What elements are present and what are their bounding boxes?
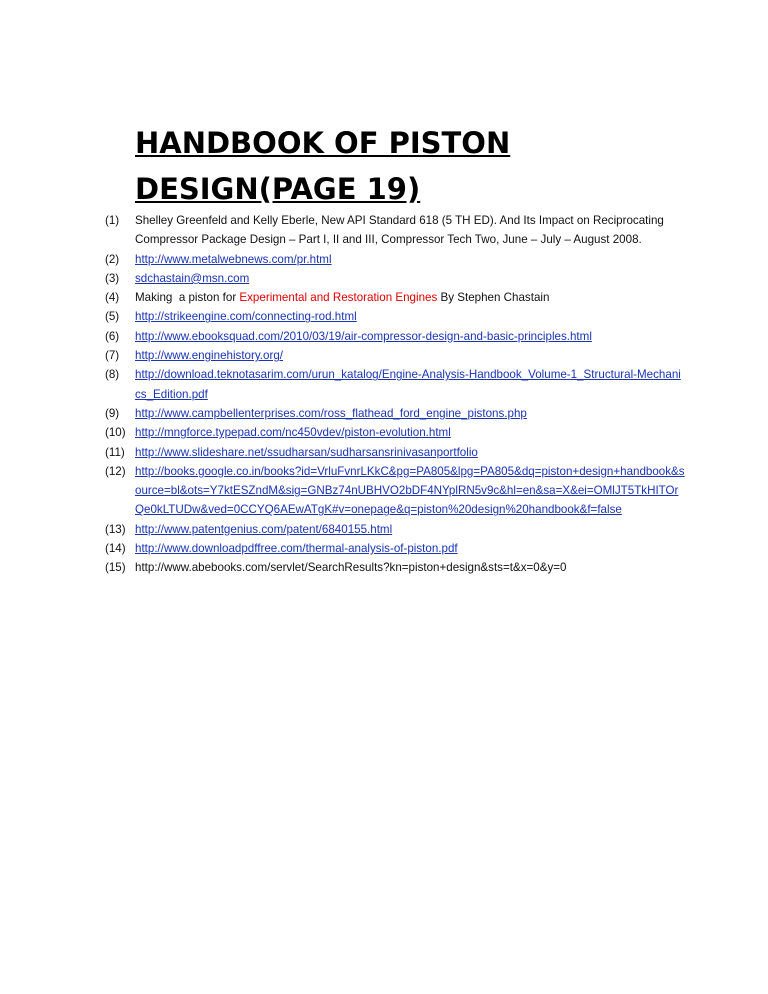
reference-number: (6) xyxy=(105,329,120,343)
reference-number: (13) xyxy=(105,522,126,536)
reference-number: (2) xyxy=(105,252,120,266)
reference-list xyxy=(105,211,685,578)
reference-number: (8) xyxy=(105,368,120,382)
reference-number: (9) xyxy=(105,406,120,420)
reference-item xyxy=(105,404,685,423)
reference-link[interactable]: http://download.teknotasarim.com/urun_katalog/Engine-Analysis-Handbook_Volume-1_Structural-Mechanics_Edition.pdf xyxy=(135,368,681,401)
reference-number: (1) xyxy=(105,214,120,227)
reference-link[interactable]: http://www.downloadpdffree.com/thermal-analysis-of-piston.pdf xyxy=(135,542,458,556)
reference-item xyxy=(105,346,685,365)
reference-number: (3) xyxy=(105,271,120,285)
reference-number: (11) xyxy=(105,445,125,459)
reference-link[interactable]: http://mngforce.typepad.com/nc450vdev/piston-evolution.html xyxy=(135,426,451,440)
reference-number: (7) xyxy=(105,349,120,363)
reference-link[interactable]: http://www.metalwebnews.com/pr.html xyxy=(135,252,332,266)
reference-item xyxy=(105,520,685,539)
reference-link[interactable]: http://books.google.co.in/books?id=VrluFvnrLKkC&pg=PA805&lpg=PA805&dq=piston+design+handbook&source=bl&ots=Y7ktESZndM&sig=GNBz74nUBHVO2bDF4NYplRN5v9c&hl=en&sa=X&ei=OMlJT5TkHITOrQe0kLTUDw&ved=0CCYQ6AEwATgK#v=onepage&q=piston%20design%20handbook&f=false xyxy=(135,464,685,517)
reference-link[interactable]: http://www.campbellenterprises.com/ross_flathead_ford_engine_pistons.php xyxy=(135,406,527,420)
reference-number: (10) xyxy=(105,426,126,440)
reference-text-before: Making a piston for xyxy=(135,291,240,305)
page-title: HANDBOOK OF PISTON DESIGN(PAGE 19) xyxy=(135,126,511,206)
reference-number: (12) xyxy=(105,464,126,478)
reference-text: Shelley Greenfeld and Kelly Eberle, New API Standard 618 (5 TH ED). And Its Impact on Reciprocating Compressor Package Design – Part I, II and III, Compressor Tech Two, June – July – August 2008. xyxy=(135,214,664,247)
reference-highlight: Experimental and Restoration Engines xyxy=(239,291,438,305)
reference-item xyxy=(105,307,685,326)
reference-item xyxy=(105,288,685,307)
reference-item xyxy=(105,558,685,577)
reference-item xyxy=(105,423,685,442)
reference-item xyxy=(105,327,685,346)
reference-number: (14) xyxy=(105,542,126,556)
reference-item xyxy=(105,365,685,404)
reference-link[interactable]: http://www.enginehistory.org/ xyxy=(135,349,284,363)
reference-text-after: By Stephen Chastain xyxy=(437,291,550,305)
reference-item xyxy=(105,211,685,250)
reference-link[interactable]: http://www.ebooksquad.com/2010/03/19/air-compressor-design-and-basic-principles.html xyxy=(135,329,592,343)
reference-item xyxy=(105,539,685,558)
reference-link[interactable]: http://www.slideshare.net/ssudharsan/sudharsansrinivasanportfolio xyxy=(135,445,478,459)
reference-item xyxy=(105,269,685,288)
reference-number: (4) xyxy=(105,291,120,305)
reference-item xyxy=(105,250,685,269)
reference-item xyxy=(105,462,685,520)
reference-number: (15) xyxy=(105,561,126,575)
reference-url-text: http://www.abebooks.com/servlet/SearchResults?kn=piston+design&sts=t&x=0&y=0 xyxy=(135,561,567,575)
reference-link[interactable]: http://strikeengine.com/connecting-rod.html xyxy=(135,310,357,324)
reference-item xyxy=(105,443,685,462)
reference-number: (5) xyxy=(105,310,120,324)
reference-link[interactable]: http://www.patentgenius.com/patent/6840155.html xyxy=(135,522,393,536)
email-link[interactable]: sdchastain@msn.com xyxy=(135,271,250,285)
